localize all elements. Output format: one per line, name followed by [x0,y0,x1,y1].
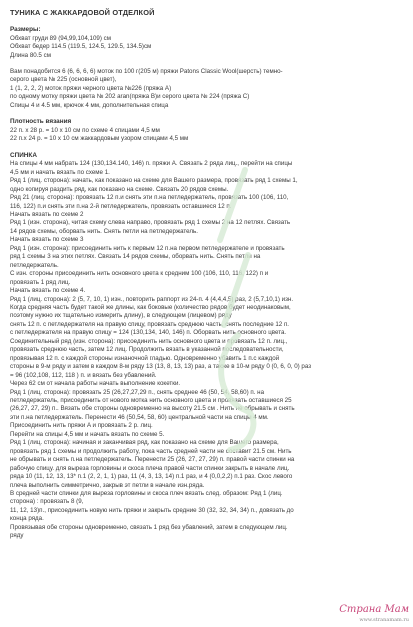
back-line: провязывая 12 п. с каждой стороны изнаночной гладью. Одновременно убавить 1 п.с каждой [10,354,280,362]
back-line: снять 12 п. с петледержателя на правую спицу, провязать среднюю часть, снять последние 12 п. [10,320,290,328]
logo-text: Страна Мам [339,604,409,615]
materials-section [10,68,406,110]
back-line: Ряд 1 (изн. сторона): присоединить нить к первым 12 п.на первом петледержателе и провязать [10,244,285,252]
back-heading: СПИНКА [10,151,37,159]
back-line: Когда средняя часть будет такой же длины, как боковые (количество рядов будет неодинаковым, [10,304,291,312]
back-line: 116, 122) п.и снять эти п.на 2-й петледержатель, провязать оставшиеся 12 п. [10,202,232,210]
materials-line: Спицы 4 и 4.5 мм, крючок 4 мм, дополнительная спица [10,101,169,109]
back-section [10,152,406,541]
back-line: Соединительный ряд (изн. сторона): присоединить нить основного цвета и провязать 12 п. лиц., [10,337,288,345]
materials-line: по одному мотку пряжи цвета № 202 aran(пряжа B)и серого цвета № 224 (пряжа C) [10,93,250,101]
back-line: Присоединить нить пряжи A и провязать 2 р. лиц. [10,422,153,430]
pattern-page [10,8,406,549]
gauge-line: 22 п. х 28 р. = 10 х 10 см по схеме 4 спицами 4,5 мм [10,126,160,134]
back-line: провязать 1 ряд лиц. [10,278,71,286]
back-line: провязать ряд 1 схемы и продолжить работу, пока часть средней части не составит 21.5 см. Нить [10,447,292,455]
back-line: 14 рядов схемы, оборвать нить. Снять петли на петледержатель. [10,227,198,235]
back-line: Провязывая обе стороны одновременно, связать 1 ряд без убавлений, затем в следующем лиц. [10,523,288,531]
back-line: Начать вязать по схеме 2 [10,211,84,219]
back-line: 11, 12, 13)п., присоединить новую нить пряжи и закрыть средние 30 (32, 32, 34, 34) п., довязать до [10,506,294,514]
back-line: ряду [10,532,24,540]
back-line: одно копируя раздить ряд, как показано на схеме. Связать 20 рядов схемы. [10,185,229,193]
back-line: провязать среднюю часть, затем 12 лиц. Продолжить вязать в указанной последовательности, [10,346,284,354]
back-line: петледержатель, присоединить от нового мотка нить основного цвета и провязать оставшиеся 25 [10,397,292,404]
back-line: Ряд 1 (лиц. сторона): 2 (5, 7, 10, 1) изн., повторить раппорт из 24-п. 4 (4,4,4,5) раз, 2 (5,7,10,1) изн. [10,295,294,303]
gauge-line: 22 п.х 24 р. = 10 х 10 см жаккардовым узором спицами 4,5 мм [10,135,189,143]
gauge-section [10,118,406,144]
back-line: Перейти на спицы 4,5 мм и начать вязать по схеме 5. [10,430,165,438]
materials-line: Вам понадобится 6 (6, 6, 6, 6) моток по 100 г(205 м) пряжи Patons Classic Wool(шерсть) темно- [10,67,283,75]
site-logo [331,601,409,623]
gauge-heading: Плотность вязания [10,118,72,126]
back-line: ряда 10 (11, 12, 13, 13* п.1 (2, 2, 1, 1) раз, 11 (4, 3, 13, 14) п.1 раз, и 4 (0,0,2,2) п.1 раз. Скос левого [10,473,293,481]
back-line: Ряд 1 (лиц. сторона): начиная и заканчивая ряд, как показано на схеме для Вашего размера, [10,439,279,447]
back-line: петледержатель. [10,261,59,269]
back-line: С изн. стороны присоединить нить основного цвета к средним 100 (106, 110, 116, 122) п и [10,270,269,278]
sizes-line: Обхват бедер 114.5 (119.5, 124.5, 129.5, 134.5)см [10,43,152,51]
back-line: не обрывать и снять п.на петледержатель. Перенести 25 (26, 27, 27, 29) п. правой части спинки на [10,456,295,464]
materials-line: серого цвета № 225 (основной цвет), [10,76,117,84]
sizes-section [10,26,406,60]
back-line: = 96 (102,108, 112, 118 ) п. и вязать без убавлений. [10,371,157,379]
back-line: В средней части спинки для выреза горловины и скоса плеч вязать след. образом: Ряд 1 (лиц. [10,489,283,497]
sizes-line: Длина 80.5 см [10,51,51,59]
back-line: эти п.на петледержатель. Перенести 46 (50,54, 58, 60) центральной части на спицы 4 мм. [10,413,269,421]
logo-url: www.stranamam.ru [359,617,409,623]
back-line: На спицы 4 мм набрать 124 (130,134.140, 146) п. пряжи A. Связать 2 ряда лиц., перейти на спицы [10,160,293,168]
back-line: с петледержателя на правую спицу = 124 (130,134, 140, 146) п. Оборвать нить основного цвета. [10,329,287,337]
back-line: Ряд 1 (изн. сторона), читая схему слева направо, провязать ряд 1 схемы 2 на 12 петлях. Связать [10,219,291,227]
back-line: ряд 1 схемы 3 на этих петлях. Связать 14 рядов схемы, оборвать нить. Снять петли на [10,253,261,261]
back-line: сторона) : провязать 8 (9, [10,498,84,506]
back-line: (26,27, 27, 29) п.. Вязать обе стороны одновременно на высоту 21.5 см . Нить не обрывать и снять [10,405,295,413]
sizes-line: Обхват груди 89 (94,99,104,109) см [10,34,111,42]
sizes-heading: Размеры: [10,26,41,33]
back-line: плеча выполнить симметрично, закрыв эт петли в начале изн.ряда. [10,481,205,489]
back-line: Ряд 21 (лиц. сторона): провязать 12 п.и снять эти п.на петледержатель, провязать 100 (106, 110, [10,194,289,202]
back-line: стороны в 9-м ряду и затем в каждом 8-м ряду 13 (13, 8, 13, 13) раз, а также в 10-м ряду 0 (0, 6, 0, 0) раз [10,363,312,371]
back-line: поэтому нужно их тщательно измерить длину), в следующем (лицевом) ряду [10,312,232,320]
back-line: 4,5 мм и начать вязать по схеме 1. [10,168,110,176]
back-line: конца ряда. [10,515,44,523]
back-line: Ряд 1 (лиц. сторона): провязать 25 (26,27,27,29 п., снять среднее 46 (50, 54, 58,60) п. на [10,388,265,396]
back-line: Начать вязать по схеме 3 [10,236,84,244]
materials-line: 1 (1, 2, 2, 2) моток пряжи черного цвета №226 (пряжа A) [10,84,172,92]
back-line: рабочую спицу. для выреза горловины и скоса плеча правой части спинки закрыть в начале лиц. [10,464,290,472]
back-line: Начать вязать по схеме 4. [10,287,86,295]
back-line: Ряд 1 (лиц. сторона): начать, как показано на схеме для Вашего размера, провязать ряд 1 схемы 1, [10,177,298,185]
pattern-title: ТУНИКА С ЖАККАРДОВОЙ ОТДЕЛКОЙ [10,8,155,17]
back-line: Через 62 см от начала работы начать выполнение кокетки. [10,380,181,388]
